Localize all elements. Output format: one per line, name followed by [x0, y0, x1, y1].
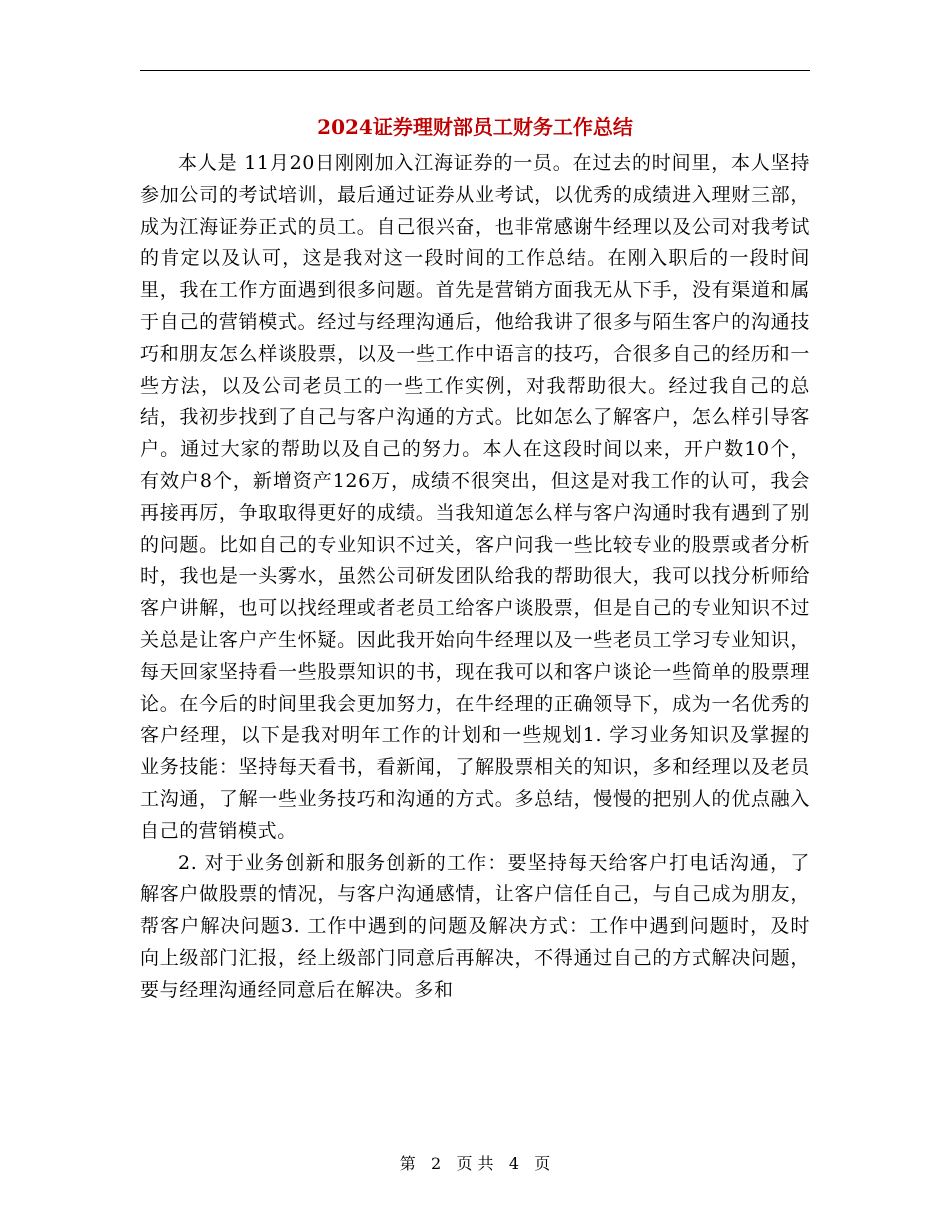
total-pages-number: 4 — [508, 1154, 520, 1173]
paragraph-1: 本人是 11月20日刚刚加入江海证券的一员。在过去的时间里，本人坚持参加公司的考试培训，最后通过证券从业考试，以优秀的成绩进入理财三部，成为江海证券正式的员工。自己很兴奋，也非常感谢牛经理以及公司对我考试的肯定以及认可，这是我对这一段时间的工作总结。在刚入职后的一段时间里，我在工作方面遇到很多问题。首先是营销方面我无从下手，没有渠道和属于自己的营销模式。经过与经理沟通后，他给我讲了很多与陌生客户的沟通技巧和朋友怎么样谈股票，以及一些工作中语言的技巧，合很多自己的经历和一些方法，以及公司老员工的一些工作实例，对我帮助很大。经过我自己的总结，我初步找到了自己与客户沟通的方式。比如怎么了解客户，怎么样引导客户。通过大家的帮助以及自己的努力。本人在这段时间以来，开户数10个，有效户8个，新增资产126万，成绩不很突出，但这是对我工作的认可，我会再接再厉，争取取得更好的成绩。当我知道怎么样与客户沟通时我有遇到了别的问题。比如自己的专业知识不过关，客户问我一些比较专业的股票或者分析时，我也是一头雾水，虽然公司研发团队给我的帮助很大，我可以找分析师给客户讲解，也可以找经理或者老员工给客户谈股票，但是自己的专业知识不过关总是让客户产生怀疑。因此我开始向牛经理以及一些老员工学习专业知识，每天回家坚持看一些股票知识的书，现在我可以和客户谈论一些简单的股票理论。在今后的时间里我会更加努力，在牛经理的正确领导下，成为一名优秀的客户经理，以下是我对明年工作的计划和一些规划1. 学习业务知识及掌握的业务技能：坚持每天看书，看新闻，了解股票相关的知识，多和经理以及老员工沟通，了解一些业务技巧和沟通的方式。多总结，慢慢的把别人的优点融入自己的营销模式。 — [140, 152, 810, 842]
document-title: 2024证券理财部员工财务工作总结 — [317, 115, 633, 139]
current-page-number: 2 — [430, 1154, 442, 1173]
paragraph-2: 2. 对于业务创新和服务创新的工作：要坚持每天给客户打电话沟通，了解客户做股票的情况，与客户沟通感情，让客户信任自己，与自己成为朋友，帮客户解决问题3. 工作中遇到的问题及解决方式：工作中遇到问题时，及时向上级部门汇报，经上级部门同意后再解决，不得通过自己的方式解决问题，要与经理沟通经同意后在解决。多和 — [140, 851, 810, 1001]
page-label-suffix: 页 — [534, 1154, 551, 1173]
page-label-prefix: 第 — [399, 1154, 416, 1173]
page-label-mid: 页 共 — [456, 1154, 494, 1173]
page-footer — [140, 1153, 810, 1175]
document-body — [140, 148, 810, 1007]
header-rule — [140, 70, 810, 71]
